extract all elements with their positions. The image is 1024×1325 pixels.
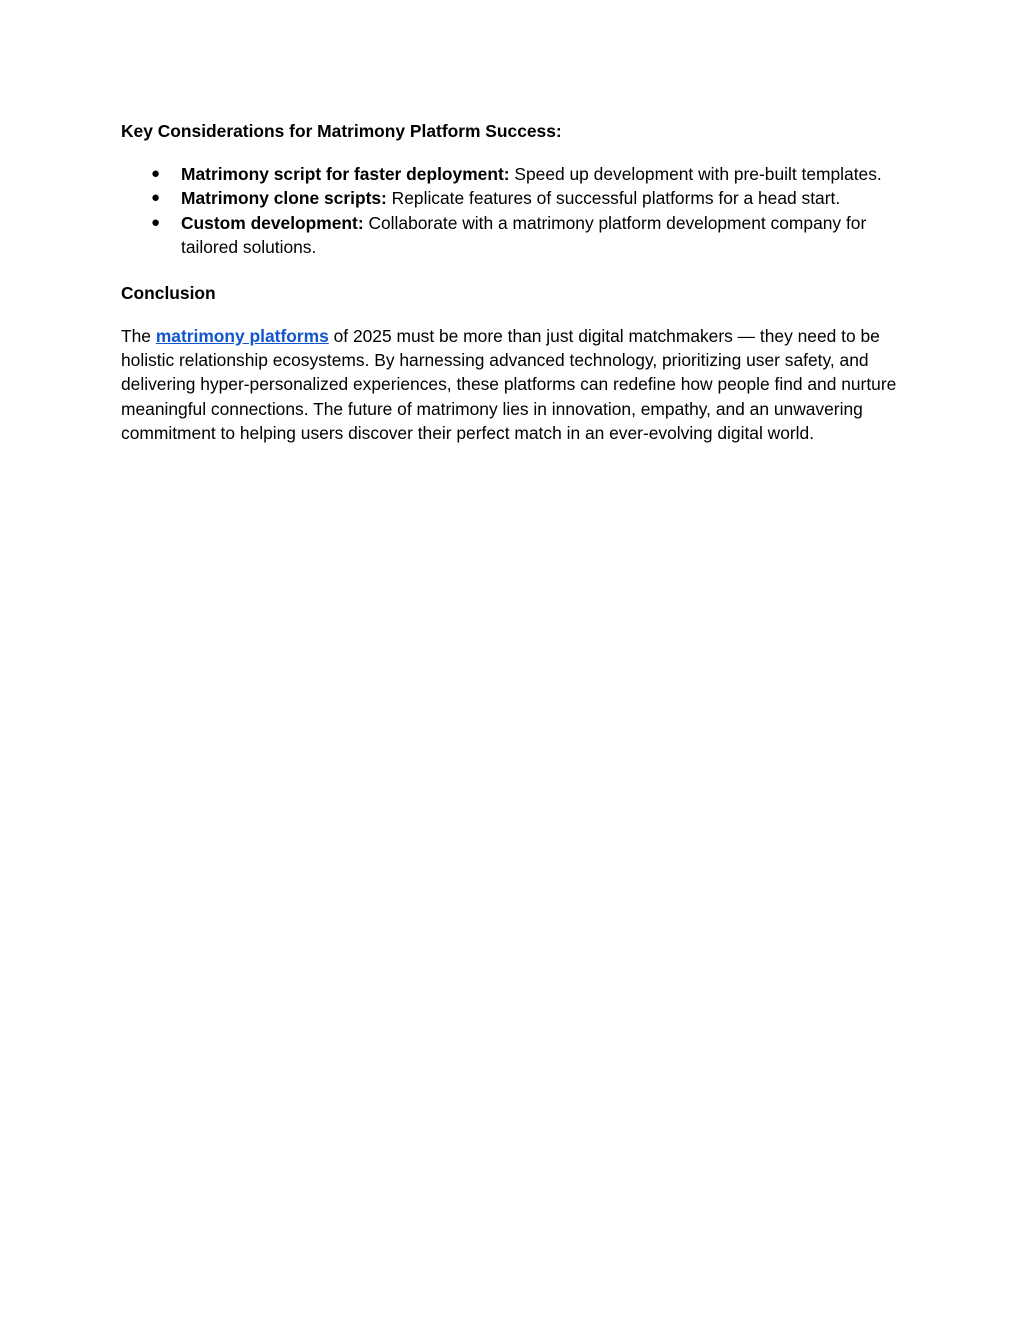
list-item: [121, 162, 911, 186]
list-item-text: Collaborate with a matrimony platform development company for tailored solutions.: [181, 212, 867, 258]
conclusion-paragraph: [121, 324, 911, 446]
list-item-text: Replicate features of successful platforms for a head start.: [386, 188, 841, 209]
list-item-lead: Custom development:: [181, 212, 364, 233]
conclusion-text-rest: of 2025 must be more than just digital matchmakers — they need to be holistic relationship ecosystems. By harnessing advanced technology, prioritizing user safety, and delivering hyper-personalized experiences, these platforms can redefine how people find and nurture meaningful connections. The future of matrimony lies in innovation, empathy, and an unwavering commitment to helping users discover their perfect match in an ever-evolving digital world.: [121, 325, 897, 444]
matrimony-platforms-link[interactable]: matrimony platforms: [155, 325, 329, 346]
list-item-text: Speed up development with pre-built templates.: [509, 164, 882, 184]
bullet-icon: ●: [151, 213, 161, 231]
list-item: [121, 186, 911, 210]
bullet-icon: ●: [151, 165, 161, 182]
list-item-lead: Matrimony clone scripts:: [181, 188, 387, 209]
bullet-icon: ●: [151, 189, 161, 207]
document-page: [121, 118, 911, 446]
section-heading-conclusion: Conclusion: [121, 282, 216, 303]
list-item: [121, 211, 911, 260]
section-heading-key-considerations: Key Considerations for Matrimony Platform Success:: [121, 121, 562, 141]
list-item-lead: Matrimony script for faster deployment:: [181, 164, 510, 184]
conclusion-text-start: The: [121, 325, 156, 346]
considerations-list: [121, 162, 911, 260]
